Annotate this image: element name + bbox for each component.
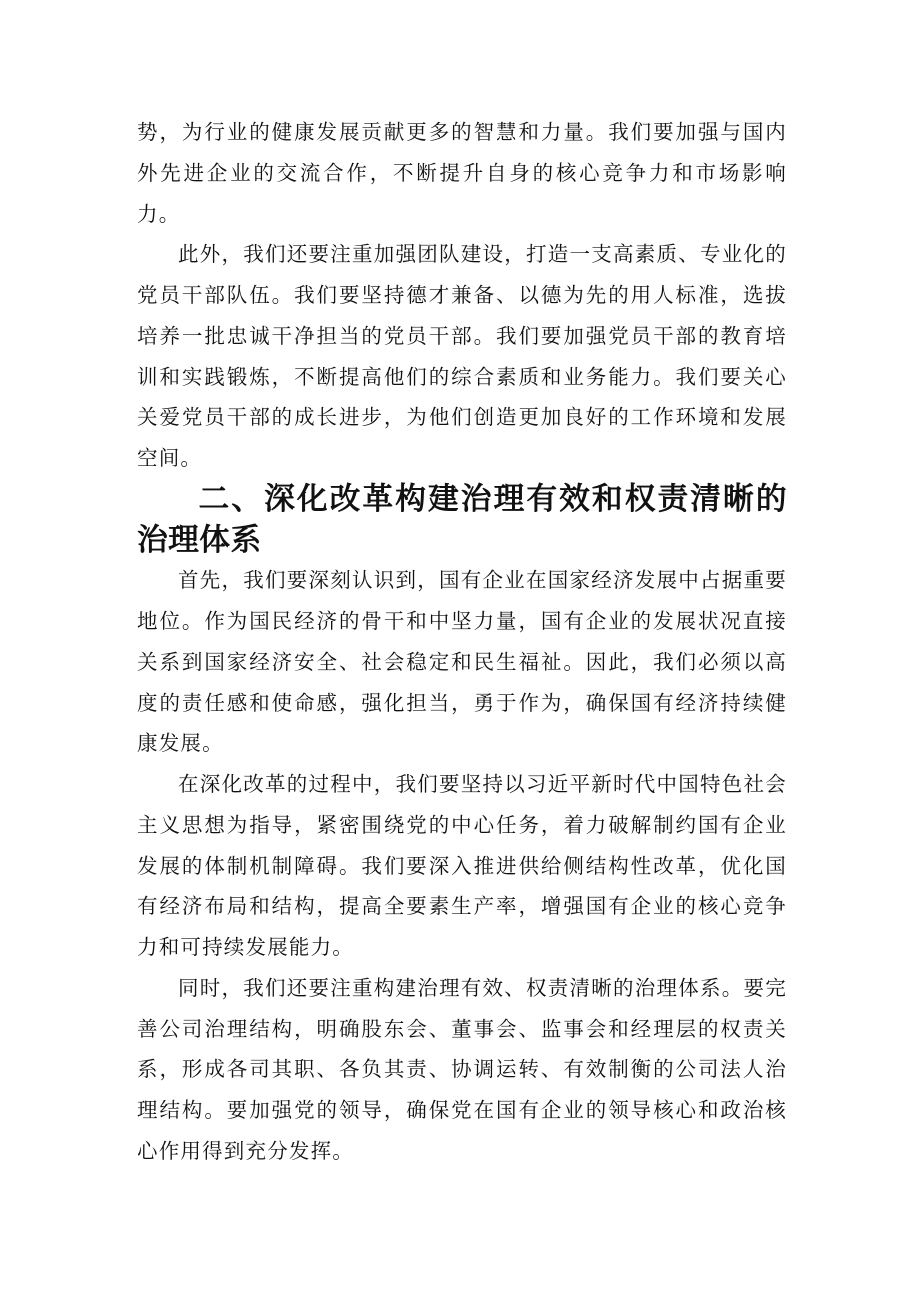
paragraph-first-point: 首先，我们要深刻认识到，国有企业在国家经济发展中占据重要地位。作为国民经济的骨干和中坚力量，国有企业的发展状况直接关系到国家经济安全、社会稳定和民生福祉。因此，我们必须以高度的责任感和使命感，强化担当，勇于作为，确保国有经济持续健康发展。 <box>137 568 787 756</box>
section-heading: 二、深化改革构建治理有效和权责清晰的治理体系 <box>137 480 787 558</box>
paragraph-continuation: 势，为行业的健康发展贡献更多的智慧和力量。我们要加强与国内外先进企业的交流合作，不断提升自身的核心竞争力和市场影响力。 <box>137 120 787 226</box>
paragraph-governance: 同时，我们还要注重构建治理有效、权责清晰的治理体系。要完善公司治理结构，明确股东会、董事会、监事会和经理层的权责关系，形成各司其职、各负其责、协调运转、有效制衡的公司法人治理结构。要加强党的领导，确保党在国有企业的领导核心和政治核心作用得到充分发挥。 <box>137 975 787 1163</box>
paragraph-deepen-reform: 在深化改革的过程中，我们要坚持以习近平新时代中国特色社会主义思想为指导，紧密围绕党的中心任务，着力破解制约国有企业发展的体制机制障碍。我们要深入推进供给侧结构性改革，优化国有经济布局和结构，提高全要素生产率，增强国有企业的核心竞争力和可持续发展能力。 <box>137 772 787 959</box>
document-body <box>137 112 787 1172</box>
paragraph-team-building: 此外，我们还要注重加强团队建设，打造一支高素质、专业化的党员干部队伍。我们要坚持德才兼备、以德为先的用人标准，选拔培养一批忠诚干净担当的党员干部。我们要加强党员干部的教育培训和实践锻炼，不断提高他们的综合素质和业务能力。我们要关心关爱党员干部的成长进步，为他们创造更加良好的工作环境和发展空间。 <box>137 242 787 470</box>
